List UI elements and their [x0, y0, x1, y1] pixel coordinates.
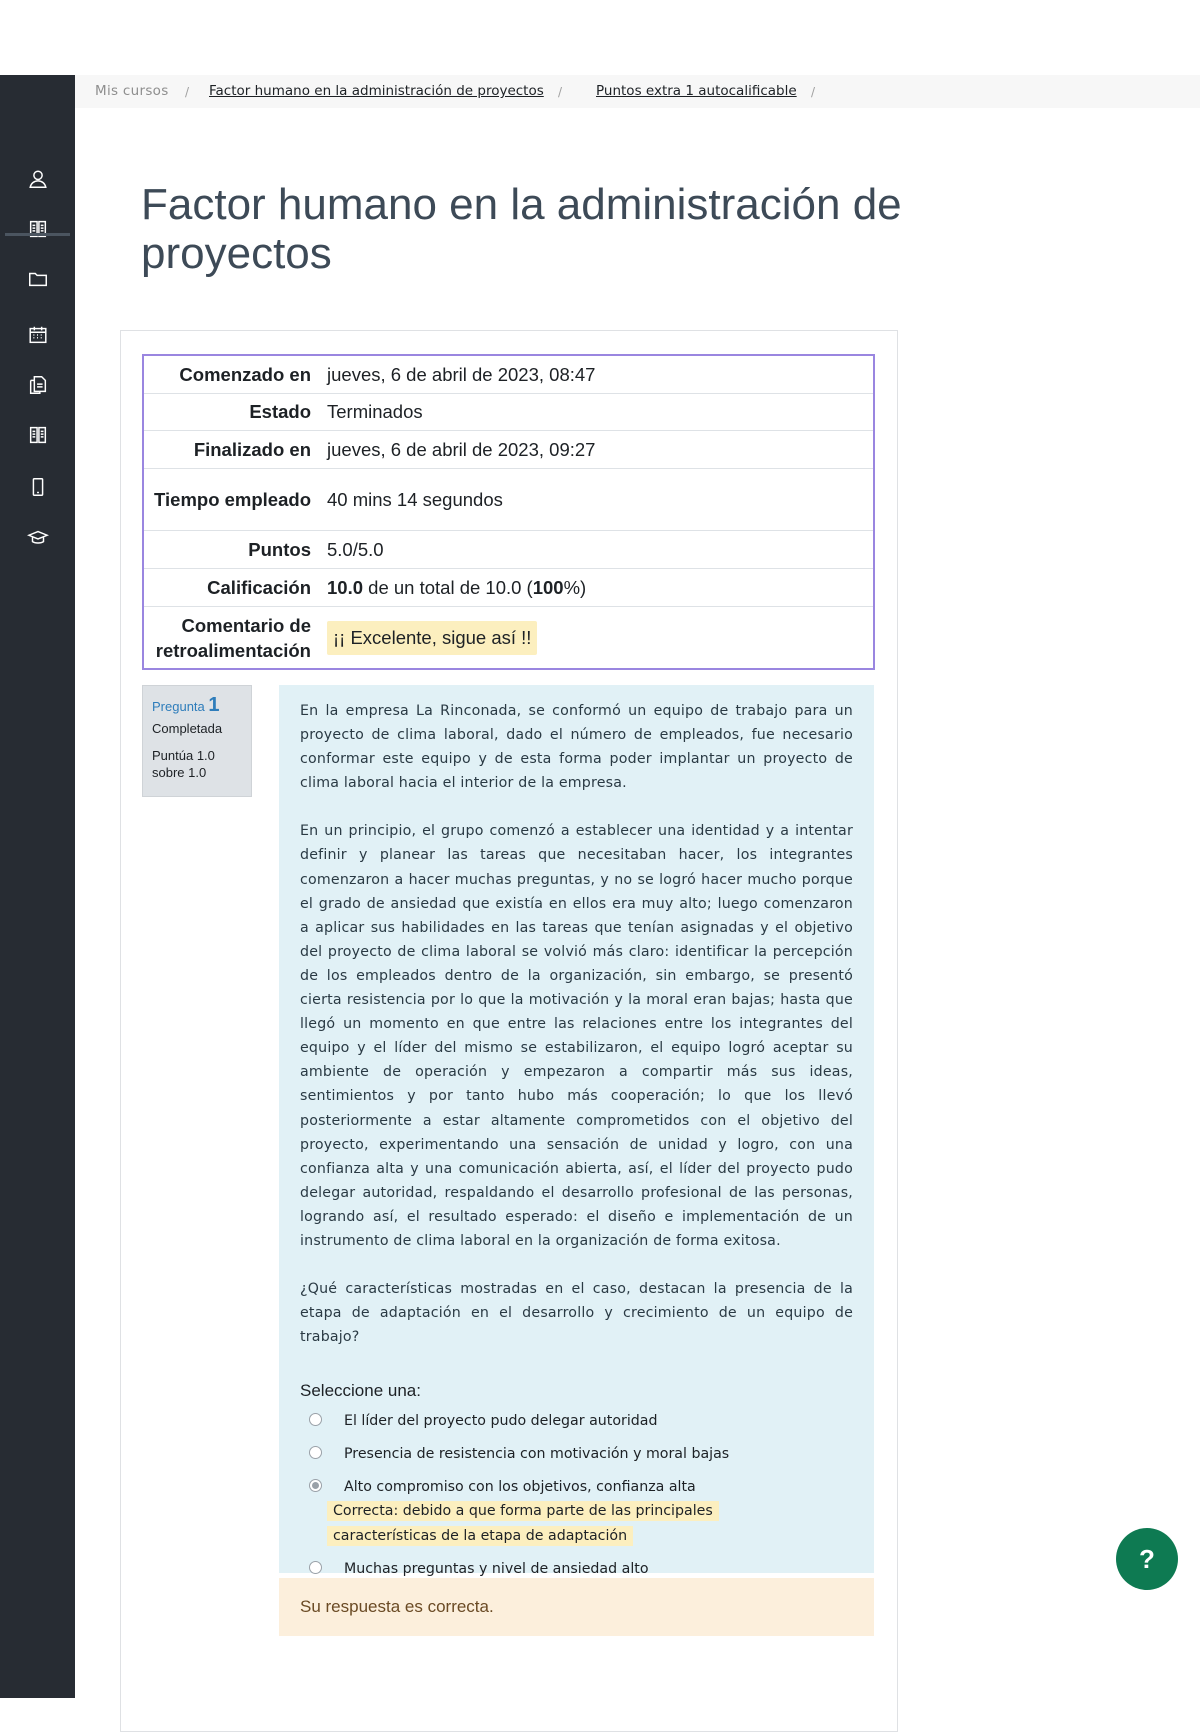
radio-button[interactable] — [309, 1446, 322, 1459]
answer-option-label[interactable]: Presencia de resistencia con motivación y moral bajas — [344, 1446, 730, 1463]
question-text-paragraph: ¿Qué características mostradas en el caso, destacan la presencia de la etapa de adaptación en el desarrollo y crecimiento de un equipo de trabajo? — [300, 1281, 853, 1346]
calendar-icon[interactable] — [0, 315, 75, 355]
specific-feedback-wrap — [300, 1499, 820, 1547]
book-icon[interactable] — [0, 415, 75, 455]
answer-option[interactable] — [300, 1409, 853, 1433]
question-text-paragraph: En un principio, el grupo comenzó a establecer una identidad y a intentar definir y planear las tareas que necesitaban hacer, los integrantes comenzaron a hacer muchas preguntas, y no se logró hacer mucho porque el grado de ansiedad que existía en ellos era muy alto; luego comenzaron a aplicar sus habilidades en las tareas que tenían asignadas y el objetivo del proyecto de clima laboral se volvió más claro: identificar la percepción de los empleados dentro de la organización, sin embargo, se presentó cierta resistencia por lo que la motivación y la moral eran bajas; hasta que llegó un momento en que entre las relaciones entre los integrantes del equipo y el líder del mismo se estabilizaron, el equipo logró aceptar su ambiente de operación y empezaron a compartir más sus ideas, sentimientos y por tanto hubo más cooperación; lo que los llevó posteriormente a estar altamente comprometidos con el objetivo del proyecto, experimentando una sensación de unidad y logro, con una confianza alta y una comunicación abierta, así, el líder del proyecto pudo delegar autoridad, respaldando el desarrollo profesional de las personas, logrando así, el resultado esperado: el diseño e implementación de un instrumento de clima laboral en la organización de forma exitosa. — [300, 823, 853, 1249]
summary-label: Estado — [249, 401, 311, 422]
summary-row-state — [144, 394, 873, 431]
question-state: Completada — [152, 721, 223, 736]
summary-label: Finalizado en — [193, 438, 311, 460]
outcome-text: Su respuesta es correcta. — [300, 1597, 494, 1616]
summary-value: jueves, 6 de abril de 2023, 08:47 — [327, 363, 596, 385]
question-grade: Puntúa 1.0 — [152, 748, 215, 763]
answer-option-label[interactable]: Alto compromiso con los objetivos, confianza alta — [344, 1479, 696, 1496]
page-title: Factor humano en la administración de proyectos — [141, 180, 902, 278]
summary-value: jueves, 6 de abril de 2023, 09:27 — [327, 438, 596, 460]
folder-icon[interactable] — [0, 259, 75, 299]
question-outcome — [279, 1578, 874, 1636]
overall-feedback: ¡¡ Excelente, sigue así !! — [327, 621, 537, 655]
summary-row-feedback — [144, 607, 873, 668]
breadcrumb-separator: / — [558, 85, 563, 99]
summary-row-started — [144, 356, 873, 394]
radio-button[interactable] — [309, 1413, 322, 1426]
sidebar-divider — [5, 233, 70, 236]
summary-row-time-taken — [144, 469, 873, 531]
radio-button-checked[interactable] — [309, 1479, 322, 1492]
help-button[interactable]: ? — [1116, 1528, 1178, 1590]
question-label: Pregunta — [152, 699, 205, 714]
question-text-paragraph: En la empresa La Rinconada, se conformó un equipo de trabajo para un proyecto de clima laboral, dado el número de empleados, fue necesario conformar este equipo y de esta forma poder implantar un proyecto de clima laboral hacia el interior de la empresa. — [300, 703, 853, 792]
summary-value: 5.0/5.0 — [327, 538, 384, 560]
answer-option-label[interactable]: Muchas preguntas y nivel de ansiedad alto — [344, 1560, 649, 1577]
summary-row-finished — [144, 431, 873, 469]
summary-value — [319, 569, 586, 606]
breadcrumb — [75, 75, 1200, 108]
user-icon[interactable] — [0, 159, 75, 199]
book-icon[interactable] — [0, 209, 75, 249]
grade-text: de un total de 10.0 ( — [363, 576, 533, 598]
grade-percent: 100 — [532, 576, 564, 598]
graduation-cap-icon[interactable] — [0, 518, 75, 558]
question-content — [279, 685, 874, 1577]
answer-option-label[interactable]: El líder del proyecto pudo delegar autoridad — [344, 1413, 658, 1430]
files-icon[interactable] — [0, 365, 75, 405]
summary-label: Calificación — [207, 576, 311, 598]
answer-prompt: Seleccione una: — [300, 1381, 421, 1401]
summary-row-grade — [144, 569, 873, 607]
question-info — [142, 685, 252, 797]
radio-button[interactable] — [309, 1561, 322, 1574]
breadcrumb-home[interactable]: Mis cursos — [95, 83, 169, 99]
breadcrumb-course-link[interactable]: Factor humano en la administración de proyectos — [209, 83, 544, 99]
breadcrumb-separator: / — [185, 85, 190, 99]
summary-row-marks — [144, 531, 873, 569]
mobile-icon[interactable] — [0, 467, 75, 507]
answer-option[interactable] — [300, 1442, 853, 1466]
summary-label: Comentario de retroalimentación — [155, 614, 311, 661]
attempt-summary-table — [142, 354, 875, 670]
specific-feedback: Correcta: debido a que forma parte de las principales características de la etapa de adaptación — [327, 1501, 719, 1545]
question-number — [152, 694, 242, 717]
left-sidebar — [0, 75, 75, 1698]
summary-value: 40 mins 14 segundos — [327, 488, 503, 510]
question-number-value: 1 — [208, 694, 220, 716]
summary-value: Terminados — [327, 401, 423, 422]
breadcrumb-quiz-link[interactable]: Puntos extra 1 autocalificable — [596, 83, 797, 99]
answer-option-selected[interactable] — [300, 1475, 853, 1499]
summary-label: Comenzado en — [179, 363, 311, 385]
grade-value: 10.0 — [327, 576, 364, 598]
breadcrumb-separator: / — [811, 85, 816, 99]
grade-text-end: %) — [563, 576, 587, 598]
summary-value — [319, 607, 537, 668]
summary-label: Tiempo empleado — [154, 489, 311, 510]
question-grade-total: sobre 1.0 — [152, 765, 207, 780]
summary-label: Puntos — [248, 538, 311, 560]
